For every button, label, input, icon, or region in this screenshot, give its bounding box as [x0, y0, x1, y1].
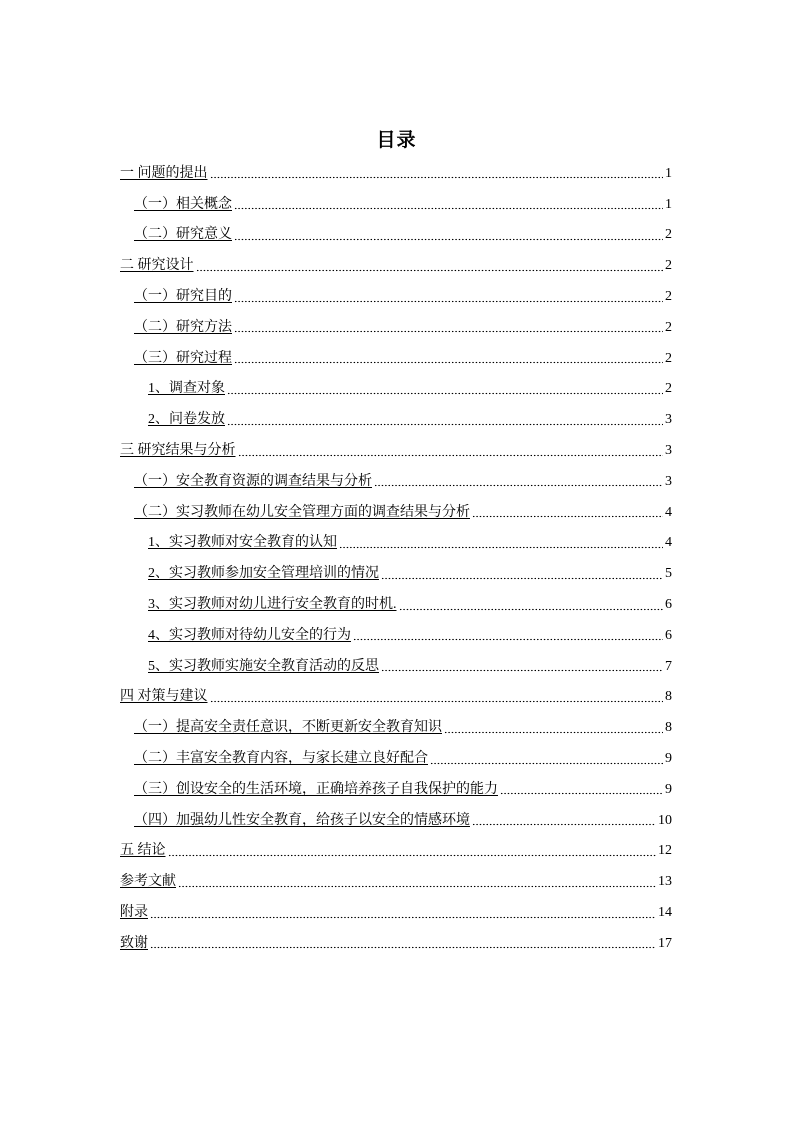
toc-entry-link[interactable]: （三）研究过程 — [134, 350, 232, 366]
toc-entry[interactable] — [120, 494, 672, 525]
dot-leader — [374, 473, 663, 491]
toc-entry-link[interactable]: 三 研究结果与分析 — [120, 442, 236, 458]
toc-entry[interactable] — [120, 217, 672, 248]
toc-entry-link[interactable]: 四 对策与建议 — [120, 689, 208, 705]
toc-entry[interactable] — [120, 340, 672, 371]
dot-leader — [444, 719, 663, 737]
toc-entry-link[interactable]: 4、实习教师对待幼儿安全的行为 — [148, 627, 351, 643]
dot-leader — [227, 411, 663, 429]
dot-leader — [210, 688, 664, 706]
toc-entry-link[interactable]: 参考文献 — [120, 874, 176, 890]
toc-entry-link[interactable]: 5、实习教师实施安全教育活动的反思 — [148, 658, 379, 674]
dot-leader — [500, 781, 663, 799]
toc-page-number: 14 — [658, 904, 672, 920]
toc-entry[interactable] — [120, 894, 672, 925]
dot-leader — [472, 504, 663, 522]
toc-entry[interactable] — [120, 309, 672, 340]
toc-entry[interactable] — [120, 371, 672, 402]
toc-entry[interactable] — [120, 925, 672, 956]
dot-leader — [353, 627, 663, 645]
toc-entry[interactable] — [120, 863, 672, 894]
toc-page-number: 2 — [665, 381, 672, 397]
toc-entry-link[interactable]: 致谢 — [120, 935, 148, 951]
toc-entry[interactable] — [120, 709, 672, 740]
toc-page-number: 3 — [665, 473, 672, 489]
dot-leader — [196, 257, 664, 275]
toc-page-number: 4 — [665, 535, 672, 551]
toc-page-number: 2 — [665, 350, 672, 366]
toc-entry-link[interactable]: 1、调查对象 — [148, 381, 225, 397]
toc-page-number: 5 — [665, 566, 672, 582]
toc-page-number: 2 — [665, 288, 672, 304]
toc-entry-link[interactable]: 五 结论 — [120, 843, 166, 859]
dot-leader — [399, 596, 664, 614]
toc-entry-link[interactable]: 1、实习教师对安全教育的认知 — [148, 535, 337, 551]
toc-page-number: 2 — [665, 319, 672, 335]
toc-page-number: 1 — [665, 165, 672, 181]
toc-page-number: 2 — [665, 258, 672, 274]
toc-entry[interactable] — [120, 679, 672, 710]
toc-title: 目录 — [376, 129, 417, 151]
dot-leader — [381, 658, 663, 676]
dot-leader — [234, 288, 663, 306]
toc-page-number: 9 — [665, 781, 672, 797]
toc-entry[interactable] — [120, 740, 672, 771]
toc-entry-link[interactable]: 2、问卷发放 — [148, 412, 225, 428]
toc-entry[interactable] — [120, 186, 672, 217]
toc-entry-link[interactable]: （一）相关概念 — [134, 196, 232, 212]
dot-leader — [381, 565, 663, 583]
toc-entry-link[interactable]: 3、实习教师对幼儿进行安全教育的时机. — [148, 596, 397, 612]
toc-entry-link[interactable]: （四）加强幼儿性安全教育，给孩子以安全的情感环境 — [134, 812, 470, 828]
toc-entry[interactable] — [120, 247, 672, 278]
toc-page-number: 1 — [665, 196, 672, 212]
toc-entry[interactable] — [120, 648, 672, 679]
dot-leader — [234, 226, 663, 244]
dot-leader — [430, 750, 663, 768]
toc-entry-link[interactable]: 附录 — [120, 904, 148, 920]
dot-leader — [238, 442, 664, 460]
toc-entry-link[interactable]: （二）研究意义 — [134, 227, 232, 243]
toc-entry[interactable] — [120, 155, 672, 186]
toc-entry-link[interactable]: （二）丰富安全教育内容，与家长建立良好配合 — [134, 750, 428, 766]
toc-entry[interactable] — [120, 463, 672, 494]
toc-page-number: 6 — [665, 627, 672, 643]
toc-entry-link[interactable]: （一）研究目的 — [134, 288, 232, 304]
toc-page-number: 13 — [658, 874, 672, 890]
dot-leader — [178, 873, 656, 891]
toc-entry-link[interactable]: （二）实习教师在幼儿安全管理方面的调查结果与分析 — [134, 504, 470, 520]
toc-page-number: 8 — [665, 689, 672, 705]
toc-entry[interactable] — [120, 278, 672, 309]
toc-page-number: 3 — [665, 442, 672, 458]
toc-page-number: 9 — [665, 750, 672, 766]
toc-entry[interactable] — [120, 833, 672, 864]
dot-leader — [210, 165, 664, 183]
dot-leader — [339, 534, 663, 552]
dot-leader — [168, 842, 657, 860]
toc-entry-link[interactable]: 一 问题的提出 — [120, 165, 208, 181]
dot-leader — [150, 935, 656, 953]
toc-entry-link[interactable]: 2、实习教师参加安全管理培训的情况 — [148, 566, 379, 582]
dot-leader — [234, 319, 663, 337]
dot-leader — [472, 812, 656, 830]
toc-page-number: 8 — [665, 720, 672, 736]
toc-entry-link[interactable]: （三）创设安全的生活环境，正确培养孩子自我保护的能力 — [134, 781, 498, 797]
toc-entry[interactable] — [120, 771, 672, 802]
dot-leader — [227, 380, 663, 398]
toc-page-number: 2 — [665, 227, 672, 243]
toc-entry[interactable] — [120, 525, 672, 556]
toc-entry-link[interactable]: （一）提高安全责任意识，不断更新安全教育知识 — [134, 720, 442, 736]
toc-page-number: 12 — [658, 843, 672, 859]
toc-page-number: 10 — [658, 812, 672, 828]
toc-entry[interactable] — [120, 432, 672, 463]
dot-leader — [234, 196, 663, 214]
toc-page-number: 7 — [665, 658, 672, 674]
toc-page-number: 4 — [665, 504, 672, 520]
toc-page-number: 6 — [665, 596, 672, 612]
toc-entry-link[interactable]: 二 研究设计 — [120, 258, 194, 274]
toc-entry[interactable] — [120, 401, 672, 432]
toc-page-number: 3 — [665, 412, 672, 428]
toc-entry[interactable] — [120, 586, 672, 617]
toc-entry-link[interactable]: （一）安全教育资源的调查结果与分析 — [134, 473, 372, 489]
toc-entry-link[interactable]: （二）研究方法 — [134, 319, 232, 335]
table-of-contents — [120, 155, 672, 956]
toc-entry[interactable] — [120, 617, 672, 648]
dot-leader — [150, 904, 656, 922]
toc-entry[interactable] — [120, 555, 672, 586]
dot-leader — [234, 350, 663, 368]
toc-entry[interactable] — [120, 802, 672, 833]
toc-page-number: 17 — [658, 935, 672, 951]
